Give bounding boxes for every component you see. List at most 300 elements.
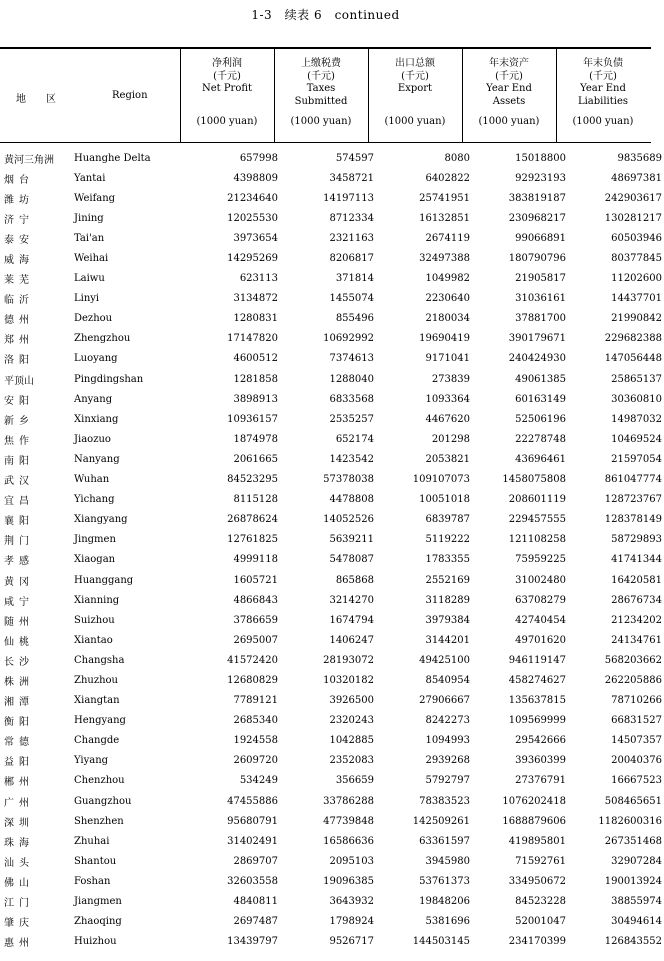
value-cell: 16420581 [611, 574, 662, 586]
value-cell: 4600512 [233, 353, 278, 365]
table-row [0, 369, 664, 389]
value-cell: 75959225 [515, 554, 566, 566]
region-header-cn: 地 区 [16, 94, 56, 105]
region-en-cell: Zhuhai [74, 835, 110, 847]
value-cell: 63708279 [515, 594, 566, 606]
value-cell: 574597 [335, 152, 374, 164]
value-cell: 13439797 [227, 936, 278, 948]
value-cell: 6833568 [329, 393, 374, 405]
value-cell: 1924558 [233, 735, 278, 747]
table-row [0, 188, 664, 208]
value-cell: 229682388 [604, 333, 662, 345]
value-cell: 4999118 [233, 554, 278, 566]
value-cell: 1458075808 [502, 474, 566, 486]
value-cell: 84523228 [515, 896, 566, 908]
value-cell: 2061665 [233, 453, 278, 465]
value-cell: 92923193 [515, 172, 566, 184]
value-cell: 66831527 [611, 715, 662, 727]
value-cell: 49061385 [515, 373, 566, 385]
region-cn-cell: 随州 [4, 616, 34, 628]
value-cell: 78710266 [611, 695, 662, 707]
table-row [0, 429, 664, 449]
region-cn-cell: 益阳 [4, 757, 34, 769]
value-cell: 3643932 [329, 896, 374, 908]
region-en-cell: Anyang [74, 393, 113, 405]
value-cell: 2697487 [233, 916, 278, 928]
value-cell: 865868 [335, 574, 374, 586]
table-row [0, 389, 664, 409]
header-net-profit: 净利润 (千元) Net Profit (1000 yuan) [196, 58, 258, 127]
value-cell: 109569999 [508, 715, 566, 727]
value-cell: 623113 [239, 273, 278, 285]
region-cn-cell: 江门 [4, 898, 34, 910]
value-cell: 946119147 [508, 654, 566, 666]
table-row [0, 670, 664, 690]
value-cell: 14507357 [611, 735, 662, 747]
region-en-cell: Jingmen [74, 534, 116, 546]
region-en-cell: Changsha [74, 654, 125, 666]
value-cell: 27906667 [419, 695, 470, 707]
value-cell: 47739848 [323, 815, 374, 827]
value-cell: 49425100 [419, 654, 470, 666]
region-en-cell: Shantou [74, 855, 117, 867]
value-cell: 128378149 [604, 514, 662, 526]
value-cell: 121108258 [508, 534, 566, 546]
region-en-cell: Weihai [74, 253, 109, 265]
region-en-cell: Hengyang [74, 715, 126, 727]
value-cell: 78383523 [419, 795, 470, 807]
value-cell: 21905817 [515, 273, 566, 285]
region-cn-cell: 平顶山 [4, 375, 34, 387]
region-en-cell: Jiangmen [74, 896, 122, 908]
value-cell: 3458721 [329, 172, 374, 184]
value-cell: 8712334 [329, 212, 374, 224]
value-cell: 128723767 [604, 494, 662, 506]
region-cn-cell: 咸宁 [4, 596, 34, 608]
value-cell: 334950672 [508, 875, 566, 887]
table-top-rule [0, 47, 651, 49]
region-cn-cell: 佛山 [4, 877, 34, 889]
value-cell: 652174 [335, 433, 374, 445]
table-row [0, 168, 664, 188]
region-cn-cell: 郴州 [4, 777, 34, 789]
value-cell: 6402822 [425, 172, 470, 184]
value-cell: 4840811 [233, 896, 278, 908]
value-cell: 3898913 [233, 393, 278, 405]
value-cell: 229457555 [508, 514, 566, 526]
value-cell: 21234640 [227, 192, 278, 204]
value-cell: 356659 [335, 775, 374, 787]
table-row [0, 570, 664, 590]
value-cell: 80377845 [611, 253, 662, 265]
value-cell: 24134761 [611, 634, 662, 646]
value-cell: 534249 [239, 775, 278, 787]
value-cell: 31002480 [515, 574, 566, 586]
value-cell: 39360399 [515, 755, 566, 767]
value-cell: 16586636 [323, 835, 374, 847]
header-year-end-liabilities: 年末负债 (千元) Year End Liabilities (1000 yuan) [572, 58, 634, 127]
region-en-cell: Yantai [74, 172, 106, 184]
value-cell: 657998 [239, 152, 278, 164]
table-row [0, 289, 664, 309]
value-cell: 2321163 [329, 232, 374, 244]
region-cn-cell: 洛阳 [4, 355, 34, 367]
region-cn-cell: 襄阳 [4, 516, 34, 528]
region-cn-cell: 肇庆 [4, 918, 34, 930]
region-cn-cell: 南阳 [4, 455, 34, 467]
region-en-cell: Pingdingshan [74, 373, 144, 385]
value-cell: 9526717 [329, 936, 374, 948]
value-cell: 12025530 [227, 212, 278, 224]
table-row [0, 228, 664, 248]
value-cell: 20040376 [611, 755, 662, 767]
value-cell: 262205886 [604, 674, 662, 686]
value-cell: 19690419 [419, 333, 470, 345]
value-cell: 180790796 [508, 253, 566, 265]
region-cn-cell: 汕头 [4, 857, 34, 869]
table-row [0, 610, 664, 630]
table-row [0, 751, 664, 771]
value-cell: 8540954 [425, 674, 470, 686]
value-cell: 2180034 [425, 313, 470, 325]
value-cell: 861047774 [604, 474, 662, 486]
value-cell: 419895801 [508, 835, 566, 847]
page-title: 1-3 续表 6 continued [251, 8, 400, 22]
table-row [0, 329, 664, 349]
region-en-cell: Suizhou [74, 614, 115, 626]
region-en-cell: Zhuzhou [74, 674, 118, 686]
region-cn-cell: 长沙 [4, 656, 34, 668]
value-cell: 2685340 [233, 715, 278, 727]
value-cell: 25741951 [419, 192, 470, 204]
value-cell: 26878624 [227, 514, 278, 526]
value-cell: 3926500 [329, 695, 374, 707]
region-en-cell: Xinxiang [74, 413, 119, 425]
value-cell: 3979384 [425, 614, 470, 626]
value-cell: 458274627 [508, 674, 566, 686]
value-cell: 208601119 [508, 494, 566, 506]
region-en-cell: Changde [74, 735, 120, 747]
region-en-cell: Huanggang [74, 574, 134, 586]
value-cell: 3973654 [233, 232, 278, 244]
value-cell: 147056448 [604, 353, 662, 365]
table-row [0, 932, 664, 952]
value-cell: 273839 [431, 373, 470, 385]
value-cell: 3134872 [233, 293, 278, 305]
value-cell: 19096385 [323, 875, 374, 887]
value-cell: 9835689 [617, 152, 662, 164]
value-cell: 2609720 [233, 755, 278, 767]
value-cell: 8115128 [233, 494, 278, 506]
value-cell: 234170399 [508, 936, 566, 948]
region-en-cell: Xiaogan [74, 554, 116, 566]
value-cell: 7374613 [329, 353, 374, 365]
region-cn-cell: 常德 [4, 737, 34, 749]
region-en-cell: Guangzhou [74, 795, 132, 807]
value-cell: 1783355 [425, 554, 470, 566]
data-table [0, 148, 664, 952]
table-row [0, 691, 664, 711]
value-cell: 508465651 [604, 795, 662, 807]
table-row [0, 449, 664, 469]
value-cell: 390179671 [508, 333, 566, 345]
table-row [0, 771, 664, 791]
value-cell: 8206817 [329, 253, 374, 265]
table-row [0, 791, 664, 811]
value-cell: 2552169 [425, 574, 470, 586]
value-cell: 3118289 [425, 594, 470, 606]
region-en-cell: Jining [74, 212, 104, 224]
table-row [0, 470, 664, 490]
region-cn-cell: 黄冈 [4, 576, 34, 588]
region-cn-cell: 仙桃 [4, 636, 34, 648]
region-cn-cell: 威海 [4, 255, 34, 267]
value-cell: 32497388 [419, 253, 470, 265]
value-cell: 1094993 [425, 735, 470, 747]
value-cell: 2674119 [425, 232, 470, 244]
region-en-cell: Jiaozuo [74, 433, 111, 445]
value-cell: 3786659 [233, 614, 278, 626]
table-row [0, 650, 664, 670]
region-en-cell: Dezhou [74, 313, 113, 325]
region-cn-cell: 湘潭 [4, 697, 34, 709]
value-cell: 242903617 [604, 192, 662, 204]
value-cell: 16667523 [611, 775, 662, 787]
value-cell: 1280831 [233, 313, 278, 325]
value-cell: 1049982 [425, 273, 470, 285]
value-cell: 1688879606 [502, 815, 566, 827]
value-cell: 240424930 [508, 353, 566, 365]
value-cell: 3144201 [425, 634, 470, 646]
value-cell: 12680829 [227, 674, 278, 686]
value-cell: 1674794 [329, 614, 374, 626]
value-cell: 63361597 [419, 835, 470, 847]
value-cell: 31036161 [515, 293, 566, 305]
value-cell: 14437701 [611, 293, 662, 305]
value-cell: 10469524 [611, 433, 662, 445]
table-row [0, 590, 664, 610]
region-en-cell: Huanghe Delta [74, 152, 151, 164]
value-cell: 30494614 [611, 916, 662, 928]
value-cell: 48697381 [611, 172, 662, 184]
value-cell: 142509261 [412, 815, 470, 827]
value-cell: 52001047 [515, 916, 566, 928]
value-cell: 32907284 [611, 855, 662, 867]
value-cell: 126843552 [604, 936, 662, 948]
value-cell: 1182600316 [598, 815, 662, 827]
region-en-cell: Laiwu [74, 273, 105, 285]
value-cell: 1406247 [329, 634, 374, 646]
value-cell: 855496 [335, 313, 374, 325]
value-cell: 2535257 [329, 413, 374, 425]
value-cell: 5792797 [425, 775, 470, 787]
region-en-cell: Wuhan [74, 474, 110, 486]
table-row [0, 851, 664, 871]
region-en-cell: Yichang [74, 494, 115, 506]
value-cell: 1093364 [425, 393, 470, 405]
value-cell: 5381696 [425, 916, 470, 928]
value-cell: 144503145 [412, 936, 470, 948]
region-en-cell: Tai'an [74, 232, 105, 244]
value-cell: 29542666 [515, 735, 566, 747]
table-row [0, 891, 664, 911]
value-cell: 27376791 [515, 775, 566, 787]
value-cell: 14987032 [611, 413, 662, 425]
region-en-cell: Weifang [74, 192, 116, 204]
value-cell: 30360810 [611, 393, 662, 405]
value-cell: 5478087 [329, 554, 374, 566]
value-cell: 21990842 [611, 313, 662, 325]
value-cell: 8080 [444, 152, 470, 164]
region-en-cell: Yiyang [74, 755, 109, 767]
value-cell: 1076202418 [502, 795, 566, 807]
value-cell: 38855974 [611, 896, 662, 908]
value-cell: 11202600 [611, 273, 662, 285]
value-cell: 2939268 [425, 755, 470, 767]
value-cell: 267351468 [604, 835, 662, 847]
value-cell: 16132851 [419, 212, 470, 224]
header-bottom-rule [0, 142, 651, 143]
value-cell: 371814 [335, 273, 374, 285]
value-cell: 28193072 [323, 654, 374, 666]
region-en-cell: Nanyang [74, 453, 120, 465]
table-row [0, 711, 664, 731]
value-cell: 10692992 [323, 333, 374, 345]
table-row [0, 731, 664, 751]
region-cn-cell: 株洲 [4, 676, 34, 688]
table-row [0, 831, 664, 851]
value-cell: 2320243 [329, 715, 374, 727]
value-cell: 14197113 [323, 192, 374, 204]
region-en-cell: Linyi [74, 293, 100, 305]
value-cell: 2352083 [329, 755, 374, 767]
region-en-cell: Xiangyang [74, 514, 128, 526]
region-en-cell: Zhaoqing [74, 916, 122, 928]
region-en-cell: Chenzhou [74, 775, 125, 787]
value-cell: 7789121 [233, 695, 278, 707]
table-row [0, 248, 664, 268]
value-cell: 60503946 [611, 232, 662, 244]
value-cell: 57378038 [323, 474, 374, 486]
value-cell: 47455886 [227, 795, 278, 807]
region-cn-cell: 临沂 [4, 295, 34, 307]
value-cell: 8242273 [425, 715, 470, 727]
value-cell: 2695007 [233, 634, 278, 646]
table-row [0, 530, 664, 550]
region-cn-cell: 郑州 [4, 335, 34, 347]
value-cell: 53761373 [419, 875, 470, 887]
region-en-cell: Huizhou [74, 936, 117, 948]
value-cell: 28676734 [611, 594, 662, 606]
value-cell: 230968217 [508, 212, 566, 224]
value-cell: 1423542 [329, 453, 374, 465]
value-cell: 135637815 [508, 695, 566, 707]
value-cell: 2095103 [329, 855, 374, 867]
value-cell: 1605721 [233, 574, 278, 586]
value-cell: 21597054 [611, 453, 662, 465]
region-en-cell: Xiangtan [74, 695, 120, 707]
region-en-cell: Shenzhen [74, 815, 124, 827]
region-cn-cell: 潍坊 [4, 194, 34, 206]
value-cell: 33786288 [323, 795, 374, 807]
value-cell: 71592761 [515, 855, 566, 867]
region-cn-cell: 莱芜 [4, 275, 34, 287]
table-row [0, 550, 664, 570]
value-cell: 49701620 [515, 634, 566, 646]
value-cell: 42740454 [515, 614, 566, 626]
region-en-cell: Xianning [74, 594, 120, 606]
value-cell: 3214270 [329, 594, 374, 606]
table-row [0, 811, 664, 831]
value-cell: 2053821 [425, 453, 470, 465]
value-cell: 130281217 [604, 212, 662, 224]
value-cell: 95680791 [227, 815, 278, 827]
value-cell: 6839787 [425, 514, 470, 526]
value-cell: 22278748 [515, 433, 566, 445]
value-cell: 99066891 [515, 232, 566, 244]
value-cell: 4398809 [233, 172, 278, 184]
region-cn-cell: 德州 [4, 315, 34, 327]
value-cell: 58729893 [611, 534, 662, 546]
value-cell: 10936157 [227, 413, 278, 425]
region-cn-cell: 黄河三角洲 [4, 154, 54, 166]
region-cn-cell: 孝感 [4, 556, 34, 568]
header-year-end-assets: 年末资产 (千元) Year End Assets (1000 yuan) [478, 58, 540, 127]
region-cn-cell: 宜昌 [4, 496, 34, 508]
value-cell: 10320182 [323, 674, 374, 686]
value-cell: 19848206 [419, 896, 470, 908]
header-taxes: 上缴税费 (千元) Taxes Submitted (1000 yuan) [290, 58, 352, 127]
value-cell: 109107073 [412, 474, 470, 486]
value-cell: 4467620 [425, 413, 470, 425]
value-cell: 9171041 [425, 353, 470, 365]
region-en-cell: Luoyang [74, 353, 118, 365]
value-cell: 21234202 [611, 614, 662, 626]
value-cell: 5639211 [329, 534, 374, 546]
value-cell: 1874978 [233, 433, 278, 445]
region-cn-cell: 广州 [4, 797, 34, 809]
value-cell: 4866843 [233, 594, 278, 606]
table-row [0, 871, 664, 891]
table-row [0, 510, 664, 530]
region-en-cell: Foshan [74, 875, 111, 887]
table-row [0, 409, 664, 429]
region-header-en: Region [112, 90, 148, 101]
value-cell: 1455074 [329, 293, 374, 305]
region-cn-cell: 惠州 [4, 938, 34, 950]
table-row [0, 269, 664, 289]
value-cell: 190013924 [604, 875, 662, 887]
value-cell: 5119222 [425, 534, 470, 546]
value-cell: 25865137 [611, 373, 662, 385]
region-cn-cell: 焦作 [4, 435, 34, 447]
value-cell: 14052526 [323, 514, 374, 526]
value-cell: 1798924 [329, 916, 374, 928]
table-row [0, 148, 664, 168]
value-cell: 4478808 [329, 494, 374, 506]
value-cell: 2869707 [233, 855, 278, 867]
value-cell: 568203662 [604, 654, 662, 666]
value-cell: 201298 [431, 433, 470, 445]
value-cell: 17147820 [227, 333, 278, 345]
value-cell: 383819187 [508, 192, 566, 204]
table-row [0, 349, 664, 369]
value-cell: 43696461 [515, 453, 566, 465]
table-row [0, 208, 664, 228]
value-cell: 1281858 [233, 373, 278, 385]
table-row [0, 309, 664, 329]
value-cell: 60163149 [515, 393, 566, 405]
